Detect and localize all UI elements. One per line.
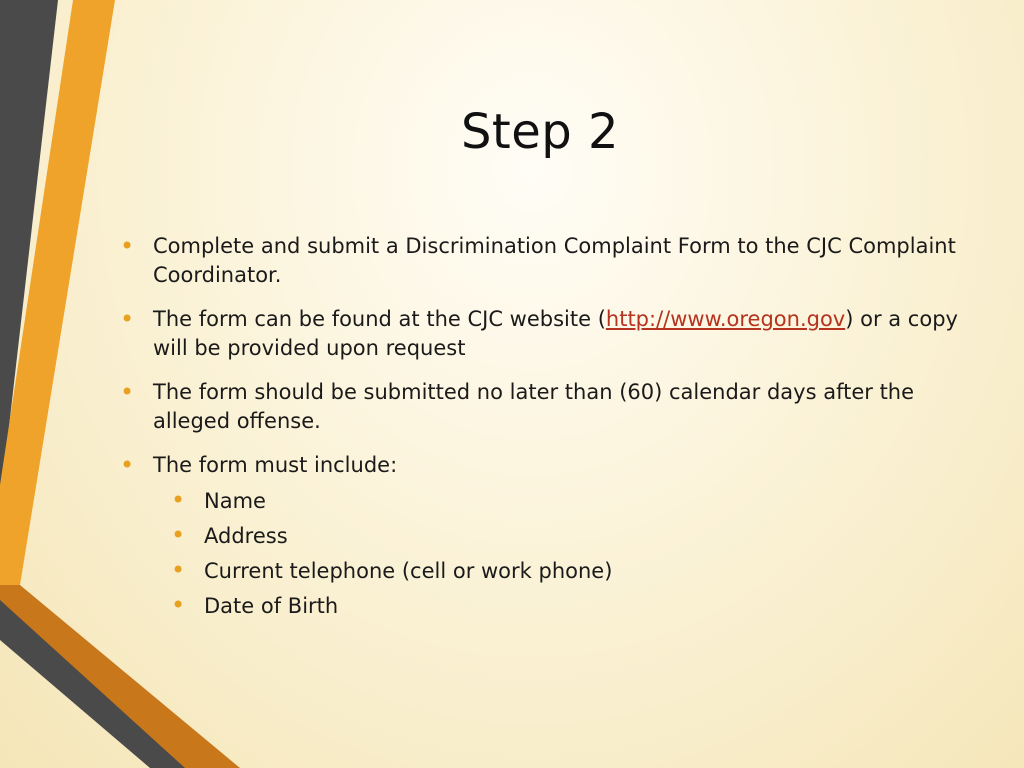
bullet-text: The form should be submitted no later than (60) calendar days after the alleged offense. (153, 380, 915, 433)
sub-bullet-text: Current telephone (cell or work phone) (204, 559, 613, 583)
bullet-icon: • (171, 556, 186, 584)
bullet-icon: • (171, 486, 186, 514)
sub-bullet-text: Date of Birth (204, 594, 339, 618)
sub-bullet-item (118, 522, 968, 551)
sub-bullet-list (118, 487, 968, 621)
bullet-list (118, 232, 968, 627)
bullet-icon: • (120, 378, 135, 406)
bullet-text: The form can be found at the CJC website ( (153, 307, 606, 331)
sub-bullet-text: Name (204, 489, 266, 513)
sub-bullet-item (118, 592, 968, 621)
bullet-item (118, 232, 968, 290)
website-link[interactable]: http://www.oregon.gov (605, 307, 846, 331)
sub-bullet-item (118, 557, 968, 586)
bullet-item (118, 378, 968, 436)
slide-title: Step 2 (460, 104, 620, 160)
bullet-icon: • (120, 451, 135, 479)
bullet-item (118, 305, 968, 363)
bullet-item (118, 451, 968, 480)
bullet-text: Complete and submit a Discrimination Complaint Form to the CJC Complaint Coordinator. (153, 234, 956, 287)
bullet-text-continued: ) or a copy will be provided upon request (153, 307, 958, 360)
bullet-text: The form must include: (153, 453, 398, 477)
bullet-icon: • (120, 305, 135, 333)
bullet-icon: • (171, 521, 186, 549)
bullet-icon: • (120, 232, 135, 260)
sub-bullet-item (118, 487, 968, 516)
bullet-icon: • (171, 591, 186, 619)
sub-bullet-text: Address (204, 524, 288, 548)
